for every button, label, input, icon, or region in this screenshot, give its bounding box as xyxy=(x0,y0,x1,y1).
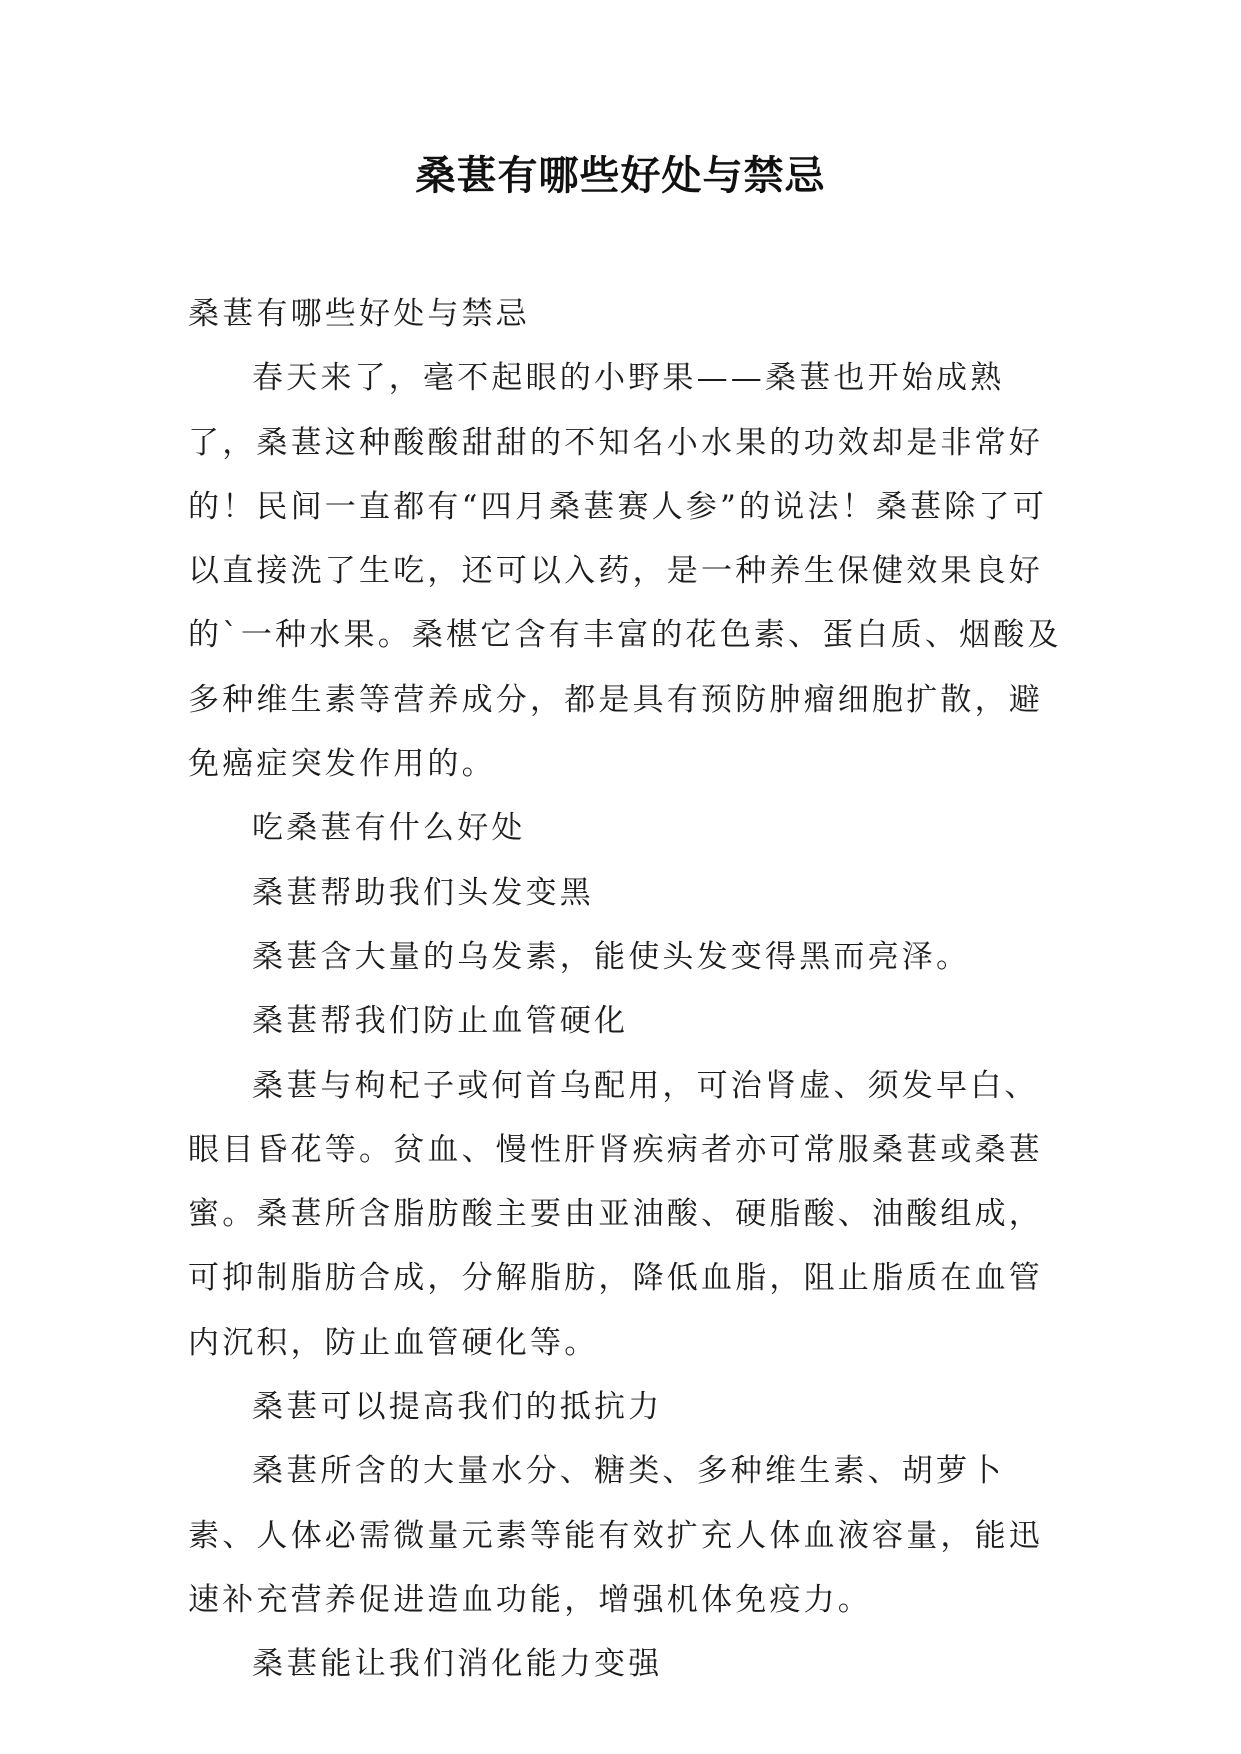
paragraph: 桑葚有哪些好处与禁忌 xyxy=(188,296,530,332)
paragraph: 桑葚所含的大量水分、糖类、多种维生素、胡萝卜素、人体必需微量元素等能有效扩充人体血液容量，能迅速补充营养促进造血功能，增强机体免疫力。 xyxy=(188,1453,1043,1618)
document-body xyxy=(188,282,1068,1697)
paragraph: 桑葚帮助我们头发变黑 xyxy=(252,874,594,911)
paragraph: 桑葚与枸杞子或何首乌配用，可治肾虚、须发早白、眼目昏花等。贫血、慢性肝肾疾病者亦可常服桑葚或桑葚蜜。桑葚所含脂肪酸主要由亚油酸、硬脂酸、油酸组成，可抑制脂肪合成，分解脂肪，降低血脂，阻止脂质在血管内沉积，防止血管硬化等。 xyxy=(188,1067,1043,1361)
document-title: 桑葚有哪些好处与禁忌 xyxy=(415,153,826,199)
paragraph: 桑葚能让我们消化能力变强 xyxy=(252,1646,663,1683)
paragraph: 吃桑葚有什么好处 xyxy=(252,810,526,847)
paragraph: 桑葚含大量的乌发素，能使头发变得黑而亮泽。 xyxy=(252,938,971,975)
paragraph: 桑葚帮我们防止血管硬化 xyxy=(252,1003,629,1040)
paragraph: 春天来了，毫不起眼的小野果——桑葚也开始成熟了，桑葚这种酸酸甜甜的不知名小水果的功效却是非常好的！民间一直都有“四月桑葚赛人参”的说法！桑葚除了可以直接洗了生吃，还可以入药，是一种养生保健效果良好的`一种水果。桑椹它含有丰富的花色素、蛋白质、烟酸及多种维生素等营养成分，都是具有预防肿瘤细胞扩散，避免癌症突发作用的。 xyxy=(188,360,1062,783)
paragraph: 桑葚可以提高我们的抵抗力 xyxy=(252,1389,663,1426)
